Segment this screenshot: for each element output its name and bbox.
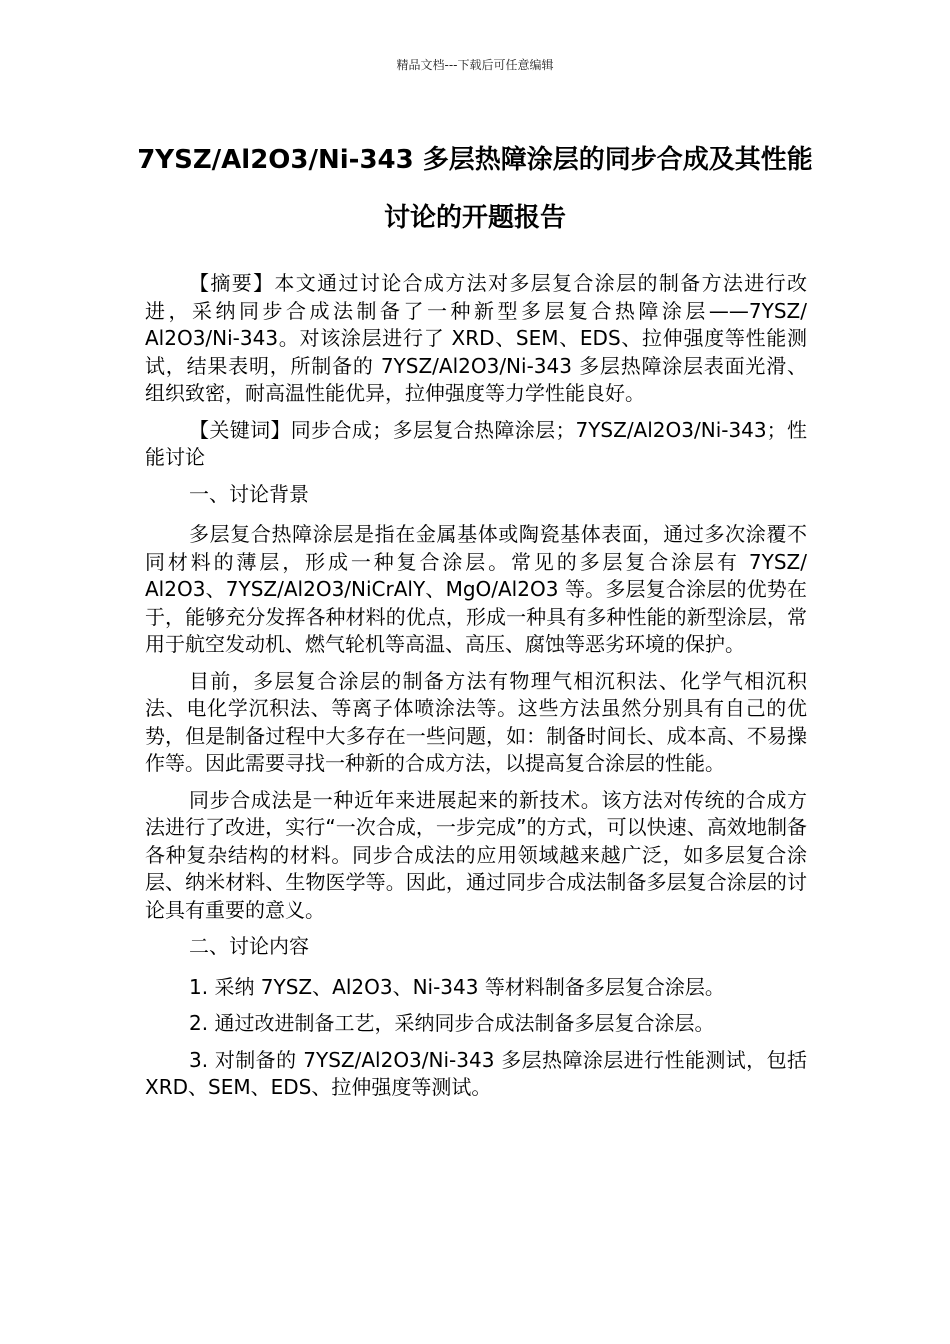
keywords-paragraph: 【关键词】同步合成；多层复合热障涂层；7YSZ/Al2O3/Ni-343；性能讨论: [145, 417, 807, 469]
background-paragraph-1: 多层复合热障涂层是指在金属基体或陶瓷基体表面，通过多次涂覆不同材料的薄层，形成一种复合涂层。常见的多层复合涂层有 7YSZ/ Al2O3、7YSZ/Al2O3/NiCrAlY、MgO/Al2O3 等。多层复合涂层的优势在于，能够充分发挥各种材料的优点，形成一种具有多种性能的新型涂层，常用于航空发动机、燃气轮机等高温、高压、腐蚀等恶劣环境的保护。: [145, 522, 807, 656]
content-list-item: 2. 通过改进制备工艺，采纳同步合成法制备多层复合涂层。: [189, 1011, 715, 1035]
content-list-item: 1. 采纳 7YSZ、Al2O3、Ni-343 等材料制备多层复合涂层。: [189, 974, 725, 999]
content-list-item: 3. 对制备的 7YSZ/Al2O3/Ni-343 多层热障涂层进行性能测试，包括 XRD、SEM、EDS、拉伸强度等测试。: [145, 1047, 807, 1099]
section-heading-background: 一、讨论背景: [189, 481, 309, 506]
header-note: 精品文档---下载后可任意编辑: [396, 58, 554, 72]
background-paragraph-3: 同步合成法是一种近年来进展起来的新技术。该方法对传统的合成方法进行了改进，实行“一次合成，一步完成”的方式，可以快速、高效地制备各种复杂结构的材料。同步合成法的应用领域越来越广泛，如多层复合涂层、纳米材料、生物医学等。因此，通过同步合成法制备多层复合涂层的讨论具有重要的意义。: [145, 787, 807, 922]
section-heading-content: 二、讨论内容: [189, 934, 309, 958]
document-title: 7YSZ/Al2O3/Ni-343 多层热障涂层的同步合成及其性能讨论的开题报告: [137, 145, 813, 233]
background-paragraph-2: 目前，多层复合涂层的制备方法有物理气相沉积法、化学气相沉积法、电化学沉积法、等离子体喷涂法等。这些方法虽然分别具有自己的优势，但是制备过程中大多存在一些问题，如：制备时间长、成本高、不易操作等。因此需要寻找一种新的合成方法，以提高复合涂层的性能。: [145, 668, 807, 775]
abstract-paragraph: 【摘要】本文通过讨论合成方法对多层复合涂层的制备方法进行改进，采纳同步合成法制备了一种新型多层复合热障涂层——7YSZ/ Al2O3/Ni-343。对该涂层进行了 XRD、SEM、EDS、拉伸强度等性能测试，结果表明，所制备的 7YSZ/Al2O3/Ni-343 多层热障涂层表面光滑、组织致密，耐高温性能优异，拉伸强度等力学性能良好。: [145, 271, 807, 405]
document-body: [145, 270, 807, 1111]
